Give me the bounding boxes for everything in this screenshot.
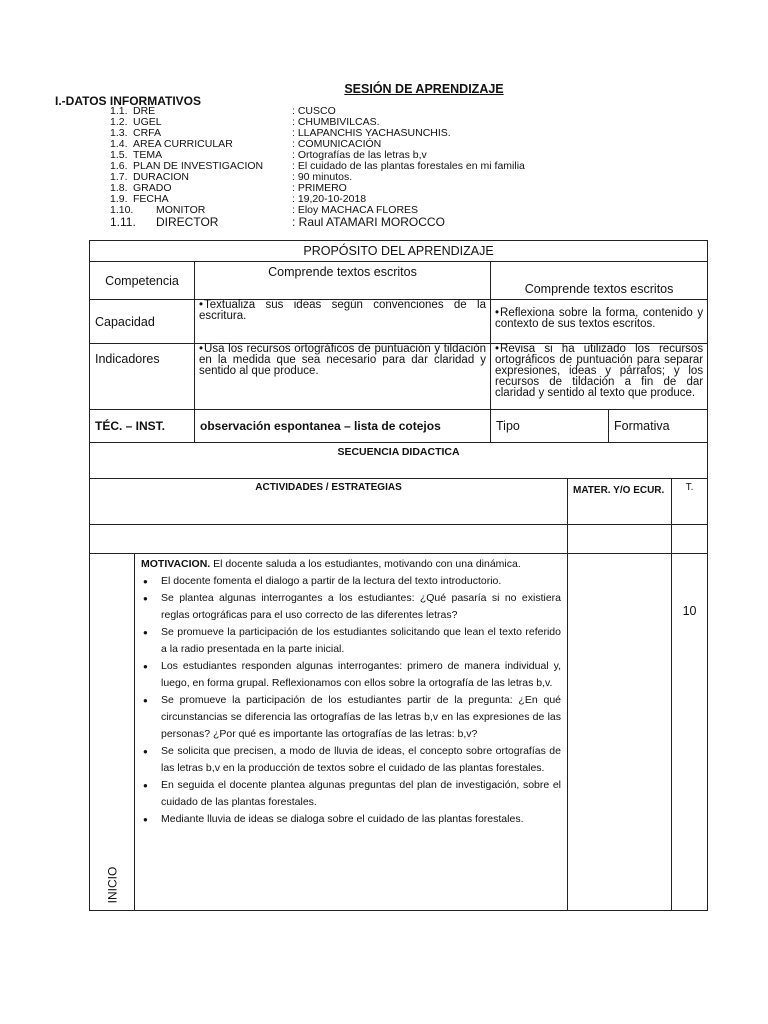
time-value: 10 — [672, 554, 708, 911]
document-title: SESIÓN DE APRENDIZAJE — [344, 82, 504, 96]
info-number: 1.6. — [110, 160, 128, 172]
info-label: DURACION — [133, 171, 190, 183]
proposito-header: PROPÓSITO DEL APRENDIZAJE — [90, 241, 708, 262]
capacidad-2: • Reflexiona sobre la forma, contenido y contexto de sus textos escritos. — [491, 300, 708, 344]
inicio-activities — [135, 554, 568, 911]
info-number: 1.2. — [110, 116, 128, 128]
empty-cell — [568, 525, 672, 554]
session-table — [89, 240, 708, 911]
empty-cell — [90, 525, 568, 554]
info-label: CRFA — [133, 127, 162, 139]
secuencia-header: SECUENCIA DIDACTICA — [90, 443, 708, 479]
info-label: DRE — [133, 105, 156, 117]
section-heading: I.-DATOS INFORMATIVOS — [55, 94, 201, 108]
info-value: : Raul ATAMARI MOROCCO — [292, 215, 445, 229]
info-label: FECHA — [133, 193, 169, 205]
tec-value: observación espontanea – lista de cotejos — [195, 410, 491, 443]
info-number: 1.3. — [110, 127, 128, 139]
info-value: : COMUNICACIÓN — [292, 138, 382, 150]
info-value: : 90 minutos. — [292, 171, 353, 183]
tipo-label: Tipo — [491, 410, 609, 443]
motivacion-paragraph — [141, 556, 561, 573]
indicador-2: • Revisa si ha utilizado los recursos ortográficos de puntuación para separar expresiones, ideas y párrafos; y los recursos de tildación a fin de dar claridad y sentido al texto que produce. — [491, 344, 708, 410]
materiales-cell — [568, 554, 672, 911]
info-number: 1.7. — [110, 171, 128, 183]
list-item: ● Se promueve la participación de los estudiantes solicitando que lean el texto referido a la radio presentada en la parte inicial. — [141, 624, 561, 658]
actividades-header: ACTIVIDADES / ESTRATEGIAS — [90, 479, 568, 525]
info-number: 1.5. — [110, 149, 128, 161]
info-label: UGEL — [133, 116, 162, 128]
info-value: : Ortografías de las letras b,v — [292, 149, 427, 161]
capacidad-label: Capacidad — [90, 300, 195, 344]
motivacion-text: El docente saluda a los estudiantes, motivando con una dinámica. — [213, 558, 521, 570]
info-list — [0, 106, 768, 228]
info-label: MONITOR — [156, 204, 206, 216]
info-number: 1.10. — [110, 204, 134, 216]
inicio-label: INICIO — [90, 554, 135, 911]
info-number: 1.8. — [110, 182, 128, 194]
competencia-label: Competencia — [90, 262, 195, 300]
competencia-2: Comprende textos escritos — [491, 262, 708, 300]
competencia-1: Comprende textos escritos — [195, 262, 491, 300]
info-label: TEMA — [133, 149, 163, 161]
info-label: PLAN DE INVESTIGACION — [133, 160, 264, 172]
info-value: : CHUMBIVILCAS. — [292, 116, 380, 128]
info-number: 1.1. — [110, 105, 128, 117]
list-item: ● Se plantea algunas interrogantes a los estudiantes: ¿Qué pasaría si no existiera reglas ortográficas para el uso correcto de las diferentes letras? — [141, 590, 561, 624]
info-row — [0, 216, 768, 228]
motivacion-label: MOTIVACION. — [141, 558, 211, 570]
info-label: DIRECTOR — [156, 215, 219, 229]
info-number: 1.4. — [110, 138, 128, 150]
info-label: AREA CURRICULAR — [133, 138, 233, 150]
info-value: : PRIMERO — [292, 182, 347, 194]
info-value: : 19,20-10-2018 — [292, 193, 367, 205]
indicadores-label: Indicadores — [90, 344, 195, 410]
list-item: ● En seguida el docente plantea algunas preguntas del plan de investigación, sobre el cuidado de las plantas forestales. — [141, 777, 561, 811]
info-value: : CUSCO — [292, 105, 336, 117]
list-item: ● El docente fomenta el dialogo a partir de la lectura del texto introductorio. — [141, 573, 561, 590]
tec-label: TÉC. – INST. — [90, 410, 195, 443]
materiales-header: MATER. Y/O ECUR. — [568, 479, 672, 525]
info-number: 1.11. — [110, 215, 136, 229]
empty-cell — [672, 525, 708, 554]
info-label: GRADO — [133, 182, 172, 194]
capacidad-1: • Textualiza sus ideas según convenciones de la escritura. — [195, 300, 491, 344]
tipo-value: Formativa — [609, 410, 708, 443]
list-item: ● Mediante lluvia de ideas se dialoga sobre el cuidado de las plantas forestales. — [141, 811, 561, 828]
activities-list — [141, 573, 561, 828]
info-value: : Eloy MACHACA FLORES — [292, 204, 419, 216]
tiempo-header: T. — [672, 479, 708, 525]
info-number: 1.9. — [110, 193, 128, 205]
list-item: ● Se promueve la participación de los estudiantes partir de la pregunta: ¿En qué circunstancias se diferencia las ortografías de las letras b,v en las expresiones de las personas? ¿Por qué es importante las ortografías de las letras: b,v? — [141, 692, 561, 743]
info-value: : LLAPANCHIS YACHASUNCHIS. — [292, 127, 451, 139]
list-item: ● Se solicita que precisen, a modo de lluvia de ideas, el concepto sobre ortografías de las letras b,v en la producción de textos sobre el cuidado de las plantas forestales. — [141, 743, 561, 777]
indicador-1: • Usa los recursos ortográficos de puntuación y tildación en la medida que sea necesario para dar claridad y sentido al que produce. — [195, 344, 491, 410]
info-value: : El cuidado de las plantas forestales en mi familia — [292, 160, 525, 172]
list-item: ● Los estudiantes responden algunas interrogantes: primero de manera individual y, luego, en forma grupal. Reflexionamos con ellos sobre la ortografía de las letras b,v. — [141, 658, 561, 692]
